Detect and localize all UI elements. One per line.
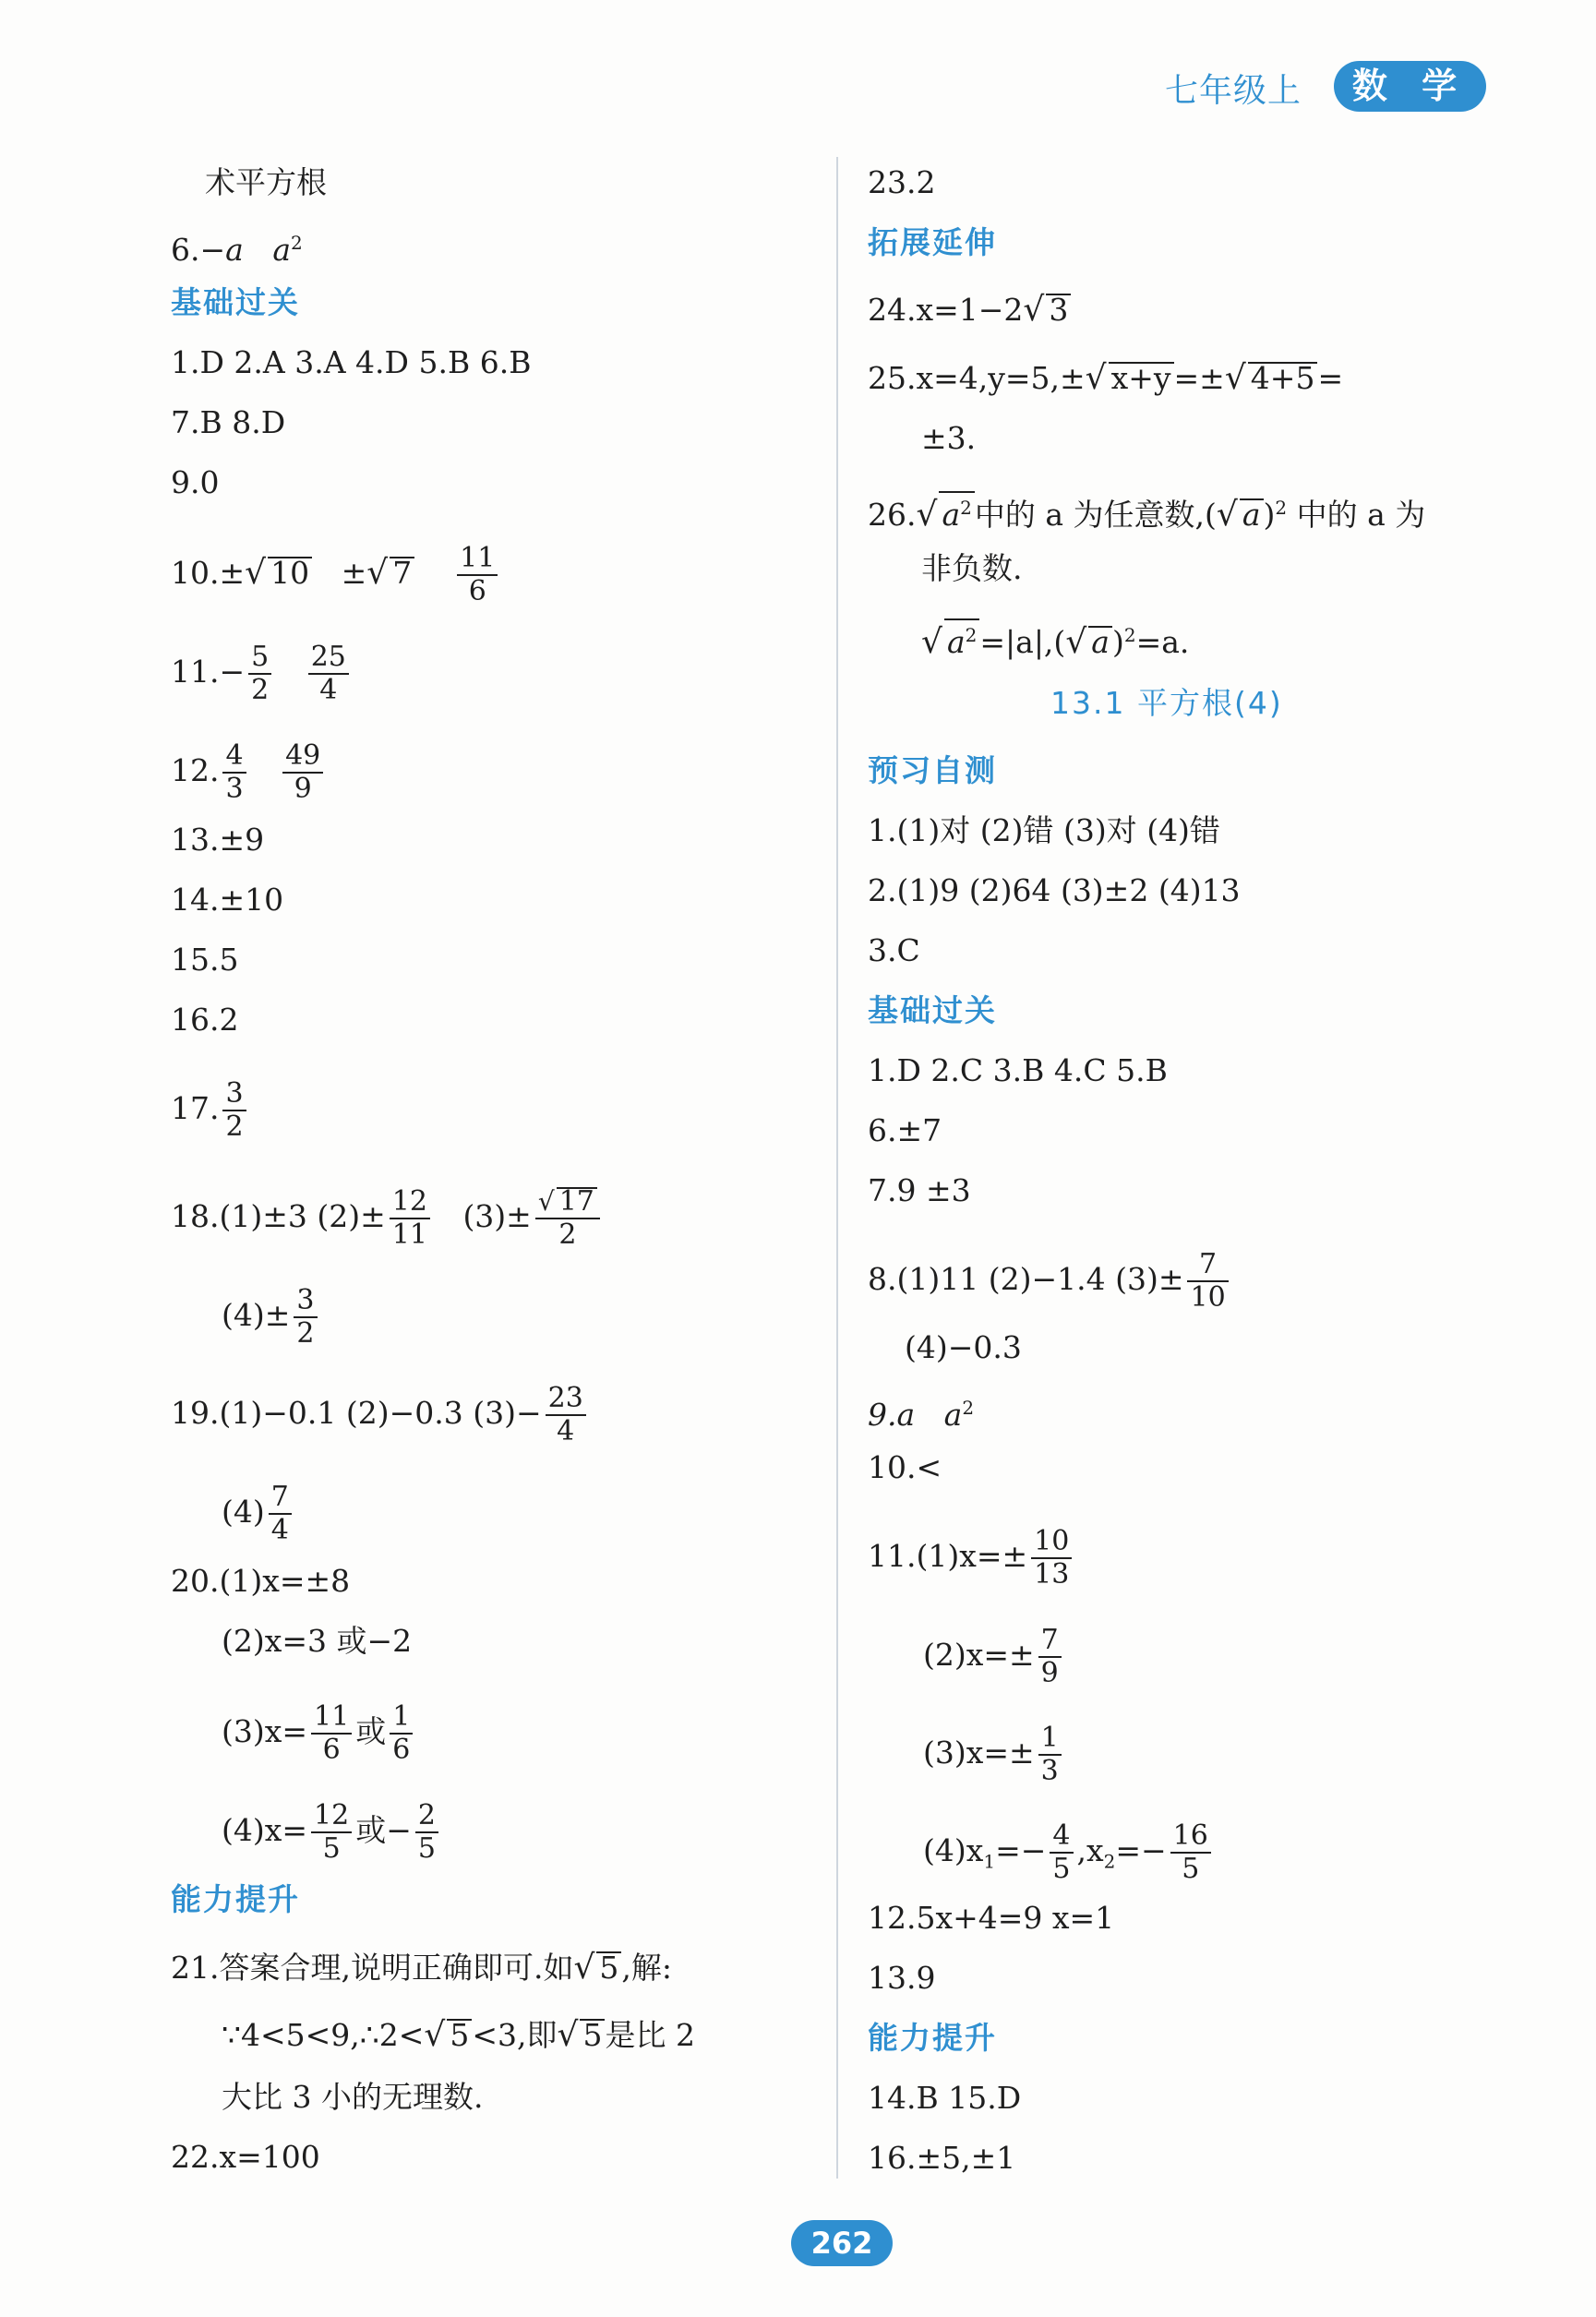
basic-1-5: 1.D 2.C 3.B 4.C 5.B [868,1052,1168,1088]
answer-18: 18.(1)±3 (2)± $\frac{12}{11}$ (3)± $\frac{√ 17}{2}$ [171,1186,604,1251]
section-heading: 基础过关 [868,992,997,1028]
basic-8: 8.(1)11 (2)−1.4 (3)± $\frac{7}{10}$ [868,1249,1232,1314]
answer-21-line2: ∵4<5<9,∴2<√ 5<3,即√ 5是比 2 [222,2016,695,2054]
answer-24: 24.x=1−2√ 3 [868,292,1071,329]
answer-18-4: (4)± $\frac{3}{2}$ [222,1285,321,1350]
text-line: 术平方根 [205,164,327,200]
section-heading: 能力提升 [171,1881,300,1917]
section-heading: 拓展延伸 [868,224,997,260]
section-heading: 预习自测 [868,752,997,788]
answer-20-2: (2)x=3 或−2 [222,1623,413,1659]
basic-9: 9.a $a^2$ [868,1397,975,1433]
basic-7: 7.9 ±3 [868,1172,971,1208]
answer-13: 13.±9 [171,822,265,858]
answer-20-4: (4)x= $\frac{12}{5}$ 或− $\frac{2}{5}$ [222,1800,442,1865]
answer-15: 15.5 [171,942,239,978]
answer-25: 25.x=4,y=5,±√ x+y=±√ 4+5= [868,359,1344,397]
preview-3: 3.C [868,932,920,968]
answer-10: 10.±√ 10 ±√ 7 $\frac{11}{6}$ [171,543,501,607]
ability-14-15: 14.B 15.D [868,2080,1022,2116]
answer-12: 12. $\frac{4}{3}$ $\frac{49}{9}$ [171,740,327,805]
answer-14: 14.±10 [171,882,284,918]
basic-13: 13.9 [868,1960,936,1996]
answer-20-3: (3)x= $\frac{11}{6}$ 或 $\frac{1}{6}$ [222,1701,416,1766]
answer-25-line2: ±3. [921,420,977,456]
basic-11-2: (2)x=± $\frac{7}{9}$ [923,1625,1065,1689]
basic-8-4: (4)−0.3 [905,1329,1022,1365]
answer-16: 16.2 [171,1002,239,1038]
answer-21: 21.答案合理,说明正确即可.如√ 5,解: [171,1949,673,1987]
grade-label: 七年级上 [1165,72,1302,110]
subject-badge: 数 学 [1334,61,1486,112]
answer-7-8: 7.B 8.D [171,404,286,440]
answer-19-4: (4) $\frac{7}{4}$ [222,1482,295,1546]
basic-11-3: (3)x=± $\frac{1}{3}$ [923,1723,1065,1787]
section-heading: 基础过关 [171,284,300,320]
preview-2: 2.(1)9 (2)64 (3)±2 (4)13 [868,872,1241,908]
page-number: 262 [791,2220,893,2266]
answer-17: 17. $\frac{3}{2}$ [171,1078,250,1143]
answer-26-line3: √ $a^2=|a|,(√$ a)$^2$=a. [921,617,1189,661]
answer-11: 11.− $\frac{5}{2}$ $\frac{25}{4}$ [171,642,353,706]
basic-10: 10.< [868,1449,942,1485]
answer-20-1: 20.(1)x=±8 [171,1563,351,1599]
answer-19: 19.(1)−0.1 (2)−0.3 (3)− $\frac{23}{4}$ [171,1383,590,1447]
lesson-title: 13.1 平方根(4) [1050,685,1283,721]
answer-22: 22.x=100 [171,2139,320,2175]
column-divider [836,157,838,2179]
answer-1-6: 1.D 2.A 3.A 4.D 5.B 6.B [171,344,532,380]
answer-21-line3: 大比 3 小的无理数. [222,2079,484,2115]
answer-26: 26.√ $a^2$中的 a 为任意数,(√ a)$^2$ 中的 a 为 [868,489,1425,534]
answer-9: 9.0 [171,464,220,500]
preview-1: 1.(1)对 (2)错 (3)对 (4)错 [868,812,1220,848]
basic-6: 6.±7 [868,1112,942,1148]
answer-6: 6.−a $a^2$ [171,232,303,268]
answer-23: 23.2 [868,164,936,200]
answer-26-line2: 非负数. [921,550,1023,586]
basic-12: 12.5x+4=9 x=1 [868,1900,1115,1936]
basic-11-1: 11.(1)x=± $\frac{10}{13}$ [868,1526,1075,1591]
ability-16: 16.±5,±1 [868,2140,1016,2176]
basic-11-4: $(4)x_1=-$ $\frac{4}{5}$ $,x_2=-$ $\frac{16}{5}$ [923,1820,1215,1885]
section-heading: 能力提升 [868,2020,997,2056]
